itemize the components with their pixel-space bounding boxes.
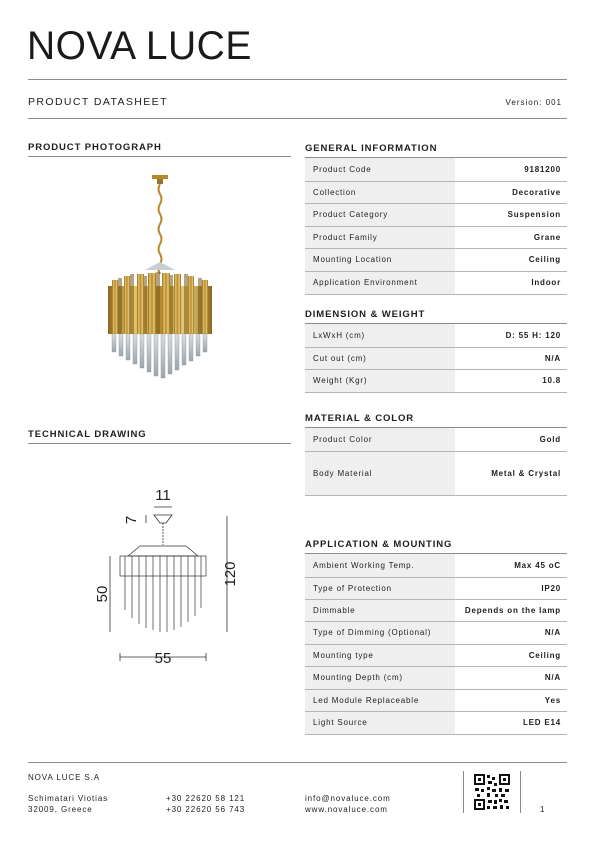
table-row: [305, 621, 567, 644]
table-row: [305, 347, 567, 369]
material-section-title: MATERIAL & COLOR: [305, 413, 415, 424]
row-value: Ceiling: [455, 644, 567, 666]
table-row: [305, 369, 567, 392]
material-table: [305, 428, 567, 496]
row-label: Collection: [305, 181, 455, 203]
header-rule-top: [28, 79, 567, 80]
dim-body-height: 50: [94, 585, 111, 603]
drawing-section-title: TECHNICAL DRAWING: [28, 429, 147, 440]
row-value: Gold: [455, 428, 567, 451]
table-row: [305, 428, 567, 451]
header-rule-bottom: [28, 118, 567, 119]
dimension-section-title: DIMENSION & WEIGHT: [305, 309, 426, 320]
row-label: Type of Protection: [305, 577, 455, 599]
row-value: IP20: [455, 577, 567, 599]
product-photo: [100, 170, 220, 390]
row-label: Product Color: [305, 428, 455, 451]
footer-rule: [28, 762, 567, 763]
table-row: [305, 711, 567, 734]
page-number: 1: [540, 805, 546, 814]
footer-address-line1: Schimatari Viotias: [28, 794, 109, 803]
row-label: Ambient Working Temp.: [305, 554, 455, 577]
application-section-title: APPLICATION & MOUNTING: [305, 539, 453, 550]
footer-website[interactable]: www.novaluce.com: [305, 805, 388, 814]
row-value: Ceiling: [455, 248, 567, 271]
row-value: Grane: [455, 226, 567, 248]
footer-address-line2: 32009, Greece: [28, 805, 93, 814]
table-row: [305, 666, 567, 689]
row-value: N/A: [455, 621, 567, 644]
row-value: N/A: [455, 347, 567, 369]
row-value: D: 55 H: 120: [455, 324, 567, 347]
table-row: [305, 271, 567, 294]
row-label: Light Source: [305, 711, 455, 734]
footer-email[interactable]: info@novaluce.com: [305, 794, 391, 803]
row-label: Product Category: [305, 203, 455, 226]
row-label: Type of Dimming (Optional): [305, 621, 455, 644]
footer-phone1: +30 22620 58 121: [166, 794, 246, 803]
table-row: [305, 644, 567, 666]
brand-logo: NOVA LUCE: [27, 24, 252, 69]
table-row: [305, 248, 567, 271]
dim-top-width: 11: [155, 487, 171, 504]
dim-total-height: 120: [222, 561, 239, 587]
table-row: [305, 324, 567, 347]
row-label: Mounting Depth (cm): [305, 666, 455, 689]
row-label: Cut out (cm): [305, 347, 455, 369]
footer-company: NOVA LUCE S.A: [28, 773, 101, 782]
general-table: [305, 158, 567, 295]
version-label: Version: 001: [505, 98, 562, 107]
dim-width: 55: [154, 650, 172, 667]
table-row: [305, 203, 567, 226]
table-row: [305, 577, 567, 599]
row-value: 9181200: [455, 158, 567, 181]
general-section-title: GENERAL INFORMATION: [305, 143, 438, 154]
row-label: LxWxH (cm): [305, 324, 455, 347]
row-value: LED E14: [455, 711, 567, 734]
row-value: Indoor: [455, 271, 567, 294]
table-row: [305, 689, 567, 711]
qr-divider-right: [520, 771, 521, 813]
row-value: N/A: [455, 666, 567, 689]
row-label: Led Module Replaceable: [305, 689, 455, 711]
row-value: Decorative: [455, 181, 567, 203]
row-value: Max 45 oC: [455, 554, 567, 577]
row-value: Depends on the lamp: [455, 599, 567, 621]
table-row: [305, 226, 567, 248]
dim-top-height: 7: [123, 515, 140, 525]
table-row: [305, 158, 567, 181]
qr-divider-left: [463, 771, 464, 813]
row-label: Product Code: [305, 158, 455, 181]
qr-code-icon: [473, 773, 511, 811]
row-label: Weight (Kgr): [305, 369, 455, 392]
application-table: [305, 554, 567, 735]
row-label: Application Environment: [305, 271, 455, 294]
row-label: Mounting Location: [305, 248, 455, 271]
drawing-section-rule: [28, 443, 291, 444]
row-value: 10.8: [455, 369, 567, 392]
table-row: [305, 554, 567, 577]
footer-phone2: +30 22620 56 743: [166, 805, 246, 814]
row-value: Metal & Crystal: [455, 451, 567, 495]
dimension-table: [305, 324, 567, 393]
row-label: Dimmable: [305, 599, 455, 621]
row-label: Product Family: [305, 226, 455, 248]
row-label: Mounting type: [305, 644, 455, 666]
row-label: Body Material: [305, 451, 455, 495]
table-row: [305, 599, 567, 621]
row-value: Yes: [455, 689, 567, 711]
photo-section-title: PRODUCT PHOTOGRAPH: [28, 142, 162, 153]
photo-section-rule: [28, 156, 291, 157]
technical-drawing: [80, 480, 260, 695]
table-row: [305, 181, 567, 203]
row-value: Suspension: [455, 203, 567, 226]
doc-type-title: PRODUCT DATASHEET: [28, 96, 168, 108]
table-row: [305, 451, 567, 495]
